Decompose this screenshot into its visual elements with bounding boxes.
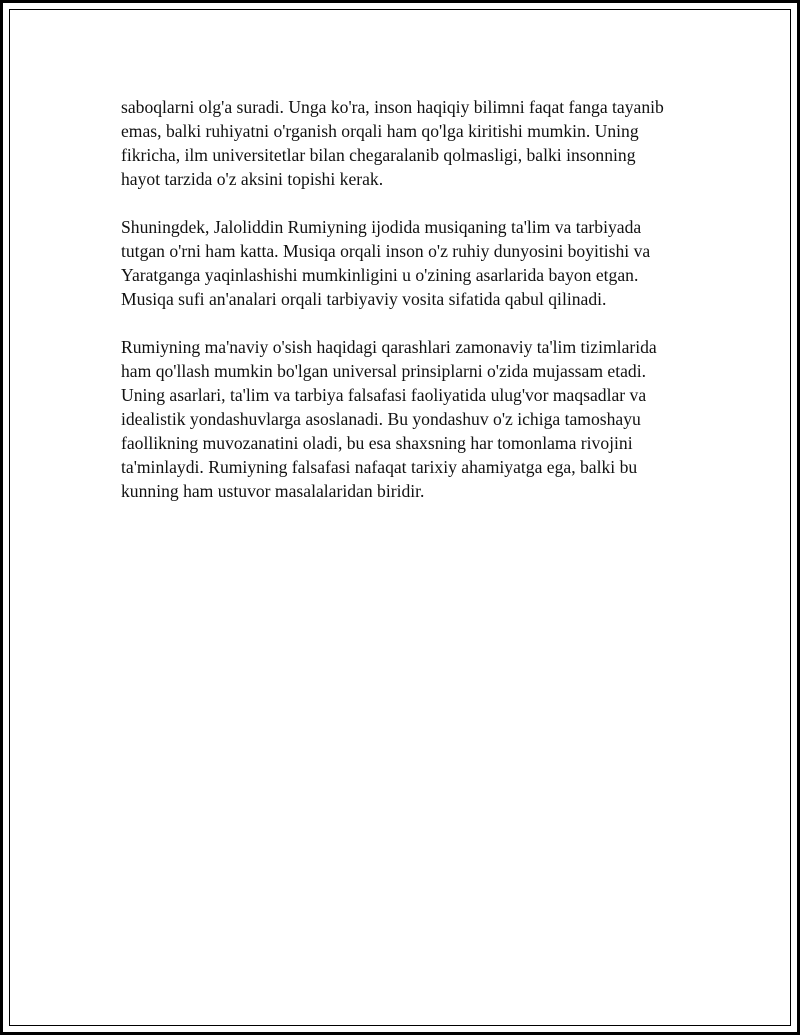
- paragraph-1: saboqlarni olg'a suradi. Unga ko'ra, inson haqiqiy bilimni faqat fanga tayanib emas, balki ruhiyatni o'rganish orqali ham qo'lga kiritishi mumkin. Uning fikricha, ilm universitetlar bilan chegaralanib qolmasligi, balki insonning hayot tarzida o'z aksini topishi kerak.: [121, 97, 664, 189]
- paragraph-3: Rumiyning ma'naviy o'sish haqidagi qarashlari zamonaviy ta'lim tizimlarida ham qo'llash mumkin bo'lgan universal prinsiplarni o'zida mujassam etadi. Uning asarlari, ta'lim va tarbiya falsafasi faoliyatida ulug'vor maqsadlar va idealistik yondashuvlarga asoslanadi. Bu yondashuv o'z ichiga tamoshayu faollikning muvozanatini oladi, bu esa shaxsning har tomonlama rivojini ta'minlaydi. Rumiyning falsafasi nafaqat tarixiy ahamiyatga ega, balki bu kunning ham ustuvor masalalaridan biridir.: [121, 337, 657, 501]
- document-body: [121, 95, 701, 527]
- paragraph-2: Shuningdek, Jaloliddin Rumiyning ijodida musiqaning ta'lim va tarbiyada tutgan o'rni ham katta. Musiqa orqali inson o'z ruhiy dunyosini boyitishi va Yaratganga yaqinlashishi mumkinligini u o'zining asarlarida bayon etgan. Musiqa sufi an'analari orqali tarbiyaviy vosita sifatida qabul qilinadi.: [121, 217, 651, 309]
